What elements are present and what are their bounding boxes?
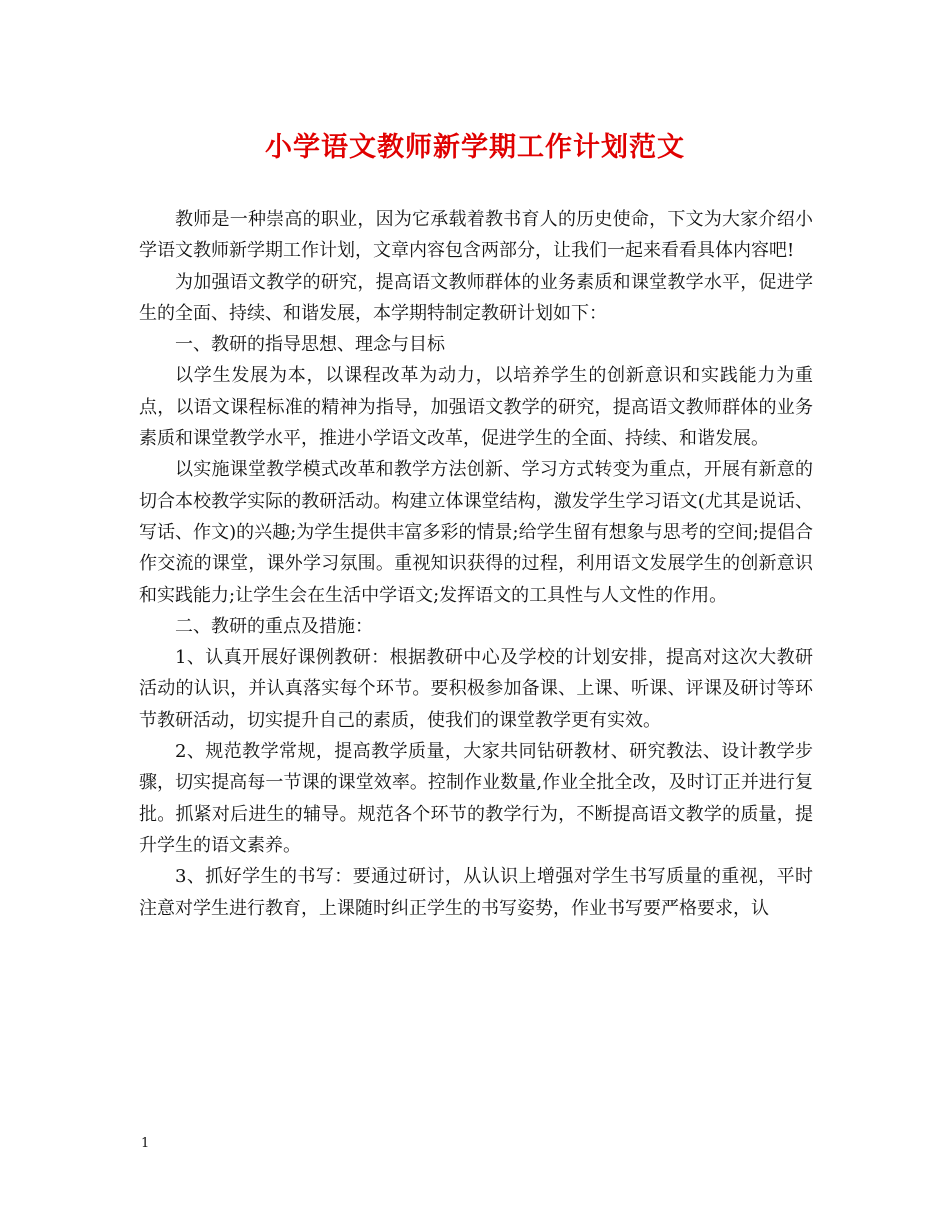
paragraph: 教师是一种崇高的职业，因为它承载着教书育人的历史使命，下文为大家介绍小学语文教师新学期工作计划，文章内容包含两部分，让我们一起来看看具体内容吧! — [139, 209, 813, 262]
paragraph: 以实施课堂教学模式改革和教学方法创新、学习方式转变为重点，开展有新意的切合本校教学实际的教研活动。构建立体课堂结构，激发学生学习语文(尤其是说话、写话、作文)的兴趣;为学生提供丰富多彩的情景;给学生留有想象与思考的空间;提倡合作交流的课堂，课外学习氛围。重视知识获得的过程，利用语文发展学生的创新意识和实践能力;让学生会在生活中学语文;发挥语文的工具性与人文性的作用。 — [139, 459, 813, 606]
document-title: 小学语文教师新学期工作计划范文 — [265, 132, 685, 163]
paragraph: 为加强语文教学的研究，提高语文教师群体的业务素质和课堂教学水平，促进学生的全面、持续、和谐发展，本学期特制定教研计划如下： — [139, 271, 813, 324]
section-heading: 一、教研的指导思想、理念与目标 — [175, 334, 445, 356]
paragraph: 1、认真开展好课例教研：根据教研中心及学校的计划安排，提高对这次大教研活动的认识，并认真落实每个环节。要积极参加备课、上课、听课、评课及研讨等环节教研活动，切实提升自己的素质，使我们的课堂教学更有实效。 — [139, 647, 813, 731]
paragraph: 2、规范教学常规，提高教学质量，大家共同钻研教材、研究教法、设计教学步骤，切实提高每一节课的课堂效率。控制作业数量,作业全批全改，及时订正并进行复批。抓紧对后进生的辅导。规范各个环节的教学行为，不断提高语文教学的质量，提升学生的语文素养。 — [139, 741, 813, 856]
section-heading: 二、教研的重点及措施： — [175, 615, 373, 637]
paragraph: 3、抓好学生的书写：要通过研讨，从认识上增强对学生书写质量的重视，平时注意对学生进行教育，上课随时纠正学生的书写姿势，作业书写要严格要求，认 — [139, 866, 813, 919]
paragraph: 以学生发展为本，以课程改革为动力，以培养学生的创新意识和实践能力为重点，以语文课程标准的精神为指导，加强语文教学的研究，提高语文教师群体的业务素质和课堂教学水平，推进小学语文改革，促进学生的全面、持续、和谐发展。 — [139, 365, 813, 450]
page-number: 1 — [141, 1136, 150, 1151]
document-body — [139, 204, 813, 924]
